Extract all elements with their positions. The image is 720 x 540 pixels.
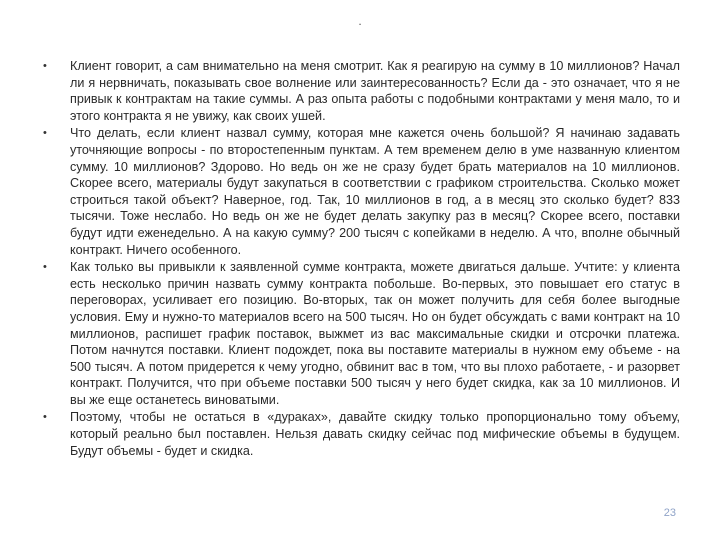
page-number: 23: [663, 507, 676, 519]
bullet-item: [40, 58, 680, 124]
bullet-item: [40, 409, 680, 459]
bullet-text: Как только вы привыкли к заявленной сумме контракта, можете двигаться дальше. Учтите: у клиента есть несколько причин назвать сумму контракта побольше. Во-первых, это повышает его статус в переговорах, усиливает его позицию. Во-вторых, так он может получить для себя более выгодные условия. Ему и нужно-то материалов всего на 500 тысяч. Но он будет обсуждать с вами контракт на 10 миллионов, распишет график поставок, выжмет из вас максимальные скидки и отсрочки платежа. Потом начнутся поставки. Клиент подождет, пока вы поставите материалы в нужном ему объеме - на 500 тысяч. А потом придерется к чему угодно, обвинит вас в том, что вы плохо работаете, - и разорвет контракт. Получится, что при объеме поставки 500 тысяч у него будет скидка, как за 10 миллионов. И вы же еще останетесь виноватыми.: [70, 260, 680, 407]
bullet-marker: •: [43, 411, 47, 424]
bullet-list: [40, 58, 680, 460]
bullet-item: [40, 125, 680, 258]
top-mark: .: [358, 14, 362, 28]
bullet-text: Клиент говорит, а сам внимательно на меня смотрит. Как я реагирую на сумму в 10 миллионов? Начал ли я нервничать, показывать свое волнение или заинтересованность? Если да - это означает, что я не привык к контрактам на такие суммы. А раз опыта работы с подобными контрактами у меня мало, то и этого контракта я не увижу, как своих ушей.: [70, 59, 680, 123]
bullet-marker: •: [43, 261, 47, 274]
bullet-text: Поэтому, чтобы не остаться в «дураках», давайте скидку только пропорционально тому объему, который реально был поставлен. Нельзя давать скидку сейчас под мифические объемы в будущем. Будут объемы - будет и скидка.: [70, 410, 680, 458]
bullet-marker: •: [43, 60, 47, 72]
bullet-marker: •: [43, 127, 47, 140]
bullet-item: [40, 259, 680, 408]
bullet-text: Что делать, если клиент назвал сумму, которая мне кажется очень большой? Я начинаю задавать уточняющие вопросы - по второстепенным пунктам. А тем временем делю в уме названную клиентом сумму. 10 миллионов? Здорово. Но ведь он же не сразу будет брать материалов на 10 миллионов. Скорее всего, материалы будут закупаться в соответствии с графиком строительства. Сколько может строиться такой объект? Наверное, год. Так, 10 миллионов в год, а в месяц это сколько будет? 833 тысячи. Тоже неслабо. Но ведь он же не будет делать закупку раз в месяц? Скорее всего, поставки будут идти еженедельно. А на какую сумму? 200 тысяч с копейками в неделю. А что, вполне обычный контракт. Ничего особенного.: [70, 126, 680, 257]
